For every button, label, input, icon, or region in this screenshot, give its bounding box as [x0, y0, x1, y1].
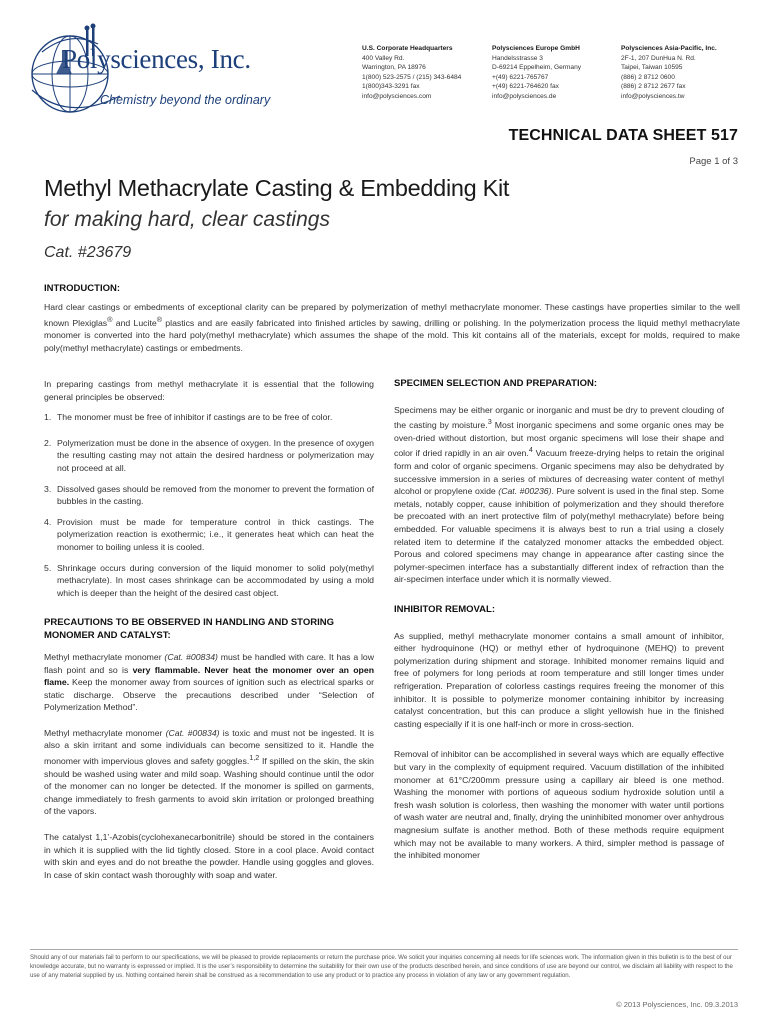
list-item: 1. The monomer must be free of inhibitor if castings are to be free of color.: [44, 412, 333, 423]
precaution-flammability: Methyl methacrylate monomer (Cat. #00834) must be handled with care. It has a low flash point and so is very flammable. Never heat the monomer over an open flame. Keep the monomer away from sources of ignition such as electrical sparks or static discharge. Observe the precautions described under “Selection of Polymerization Method”.: [44, 651, 375, 713]
office-line: 1(800)343-3291 fax: [362, 83, 420, 91]
footer-divider: [30, 949, 738, 950]
office-name: Polysciences Europe GmbH: [492, 45, 580, 52]
page-number: Page 1 of 3: [689, 156, 738, 167]
precaution-catalyst: The catalyst 1,1’-Azobis(cyclohexanecarbonitrile) should be stored in the containers in which it is supplied with the lid tightly closed. Store in a cool place. Avoid contact with skin and eyes and do not breathe the powder. Handle using goggles and gloves. In case of skin contact wash thoroughly with soap and water.: [44, 831, 374, 880]
office-line: Handelsstrasse 3: [492, 54, 543, 62]
office-asia-pacific: [621, 44, 717, 102]
office-email[interactable]: info@polysciences.com: [362, 92, 432, 100]
catalog-number: Cat. #23679: [44, 244, 132, 261]
inhibitor-text-2: Removal of inhibitor can be accomplished in several ways which are equally effective but vary in the complexity of equipment required. Vacuum distillation of the inhibited monomer at 61°C/200mm pressure using a capillary air bleed is one method. Washing the monomer with portions of aqueous sodium hydroxide solution until a fresh wash solution is colorless, then washing the monomer with water until portions of wash water are neutral and, finally, drying the uninhibited monomer over anhydrous magnesium sulfate is another method. Both of these methods require equipment which may not be available to many workers. A third, simpler method is passage of the inhibited monomer: [394, 749, 724, 861]
left-column: [44, 378, 374, 881]
office-europe: [492, 44, 581, 102]
precautions-heading: PRECAUTIONS TO BE OBSERVED IN HANDLING AND STORING MONOMER AND CATALYST:: [44, 617, 334, 642]
office-email[interactable]: info@polysciences.de: [492, 92, 557, 100]
right-column: [394, 378, 724, 862]
office-line: 1(800) 523-2575 / (215) 343-6484: [362, 73, 462, 81]
office-line: +(49) 6221-765767: [492, 73, 549, 81]
office-line: (886) 2 8712 2677 fax: [621, 83, 686, 91]
company-tagline: Chemistry beyond the ordinary: [100, 93, 271, 107]
list-item: 5. Shrinkage occurs during conversion of the liquid monomer to solid poly(methyl methacrylate). In most cases shrinkage can be accommodated by using a mold which is deeper than the height of the desired cast object.: [44, 562, 374, 598]
specimen-heading: SPECIMEN SELECTION AND PREPARATION:: [394, 378, 598, 389]
introduction-heading: INTRODUCTION:: [44, 283, 120, 294]
company-name: Polysciences, Inc.: [62, 44, 251, 74]
office-line: Warrington, PA 18976: [362, 64, 426, 72]
list-item: 2. Polymerization must be done in the absence of oxygen. In the presence of oxygen the resulting casting may not attain the desired hardness or polymerization may not proceed at all.: [44, 437, 374, 473]
office-line: +(49) 6221-764620 fax: [492, 83, 559, 91]
principles-intro: In preparing castings from methyl methacrylate it is essential that the following general principles be observed:: [44, 379, 374, 402]
office-line: 400 Valley Rd.: [362, 54, 405, 62]
office-email[interactable]: info@polysciences.tw: [621, 92, 685, 100]
footer-disclaimer: Should any of our materials fail to perform to our specifications, we will be pleased to provide replacements or return the purchase price. We solicit your inquiries concerning all needs for life sciences work. The information given in this bulletin is to the best of our knowledge accurate, but no warranty is expressed or implied. It is the user’s responsibility to determine the suitability for their own use of the products described herein, and since conditions of use are beyond our control, we disclaim all liability with respect to the use of any material supplied by us. Nothing contained herein shall be construed as a recommendation to use any product or to practice any process in violation of any law or any government regulation.: [30, 954, 733, 979]
list-item: 4. Provision must be made for temperature control in thick castings. The polymerization reaction is exothermic; i.e., it generates heat which can heat the monomer to boiling unless it is cooled.: [44, 516, 374, 552]
office-us: [362, 44, 461, 102]
page-title: Methyl Methacrylate Casting & Embedding Kit: [44, 175, 510, 201]
principles-list: [44, 411, 374, 599]
office-line: 2F-1, 207 DunHua N. Rd.: [621, 54, 696, 62]
sheet-label: TECHNICAL DATA SHEET 517: [508, 127, 738, 144]
office-name: Polysciences Asia-Pacific, Inc.: [621, 45, 717, 52]
page-subtitle: for making hard, clear castings: [44, 208, 330, 231]
office-name: U.S. Corporate Headquarters: [362, 45, 453, 52]
copyright: © 2013 Polysciences, Inc. 09.3.2013: [616, 1000, 738, 1009]
inhibitor-text-1: As supplied, methyl methacrylate monomer contains a small amount of inhibitor, either hydroquinone (HQ) or methyl ether of hydroquinone (MEHQ) to prevent polymerization during shipment and storage. Inhibited monomer remains liquid and free of polymers for long periods at room temperature and still longer times under refrigeration. Preparation of colorless castings requires freeing the monomer of this inhibitor. It is possible to polymerize monomer containing inhibitor by increasing catalyst concentration, but this can produce a slight yellowish hue in the finished casting especially if it is one half-inch or more in cross-section.: [394, 630, 724, 729]
introduction-text: Hard clear castings or embedments of exceptional clarity can be prepared by polymerization of methyl methacrylate monomer. These castings have properties similar to the well known Plexiglas® and Lucite® plastics and are easily fabricated into finished articles by sawing, drilling or polishing. In the polymerization process the liquid methyl methacrylate monomer is converted into the hard poly(methyl methacrylate) which assumes the shape of the mold. This kit contains all of the materials, except for molds, required to make poly(methyl methacrylate) castings or embedments.: [44, 302, 741, 353]
inhibitor-heading: INHIBITOR REMOVAL:: [394, 603, 495, 615]
office-line: Taipei, Taiwan 10595: [621, 64, 683, 72]
list-item: 3. Dissolved gases should be removed from the monomer to prevent the formation of bubbles in the casting.: [44, 483, 374, 507]
office-line: (886) 2 8712 0600: [621, 73, 675, 81]
precaution-toxicity: Methyl methacrylate monomer (Cat. #00834) is toxic and must not be ingested. It is also a skin irritant and some individuals can become sensitized to it. Handle the monomer with impervious gloves and safety goggles.$^{1,2}$ If spilled on the skin, the skin should be washed using water and mild soap. Washing should continue until the odor of the monomer can no longer be detected. If the monomer is spilled on garments, change immediately to fresh garments to avoid skin irritation or prolonged breathing of the vapors.: [44, 727, 375, 817]
office-line: D-69214 Eppelheim, Germany: [492, 64, 582, 72]
specimen-text: Specimens may be either organic or inorganic and must be dry to prevent clouding of the casting by moisture.$^3$ Most inorganic specimens and some organic ones may be oven-dried without distortion, but most organic specimens will lose their shape and color if dried rapidly in an air oven.$^4$ Vacuum freeze-drying helps to retain the original form and color of organic specimens. Organic specimens may also be dehydrated by successive immersion in a series of mixtures of decreasing water content of methyl alcohol or propylene oxide (Cat. #00236). Pure solvent is used in the final step. Some metals, notably copper, cause inhibition of polymerization and they should therefore be precoated with an inert protective film of poly(methyl methacrylate) before being embedded. For valuable specimens it is always best to run a trial using a closely related item to determine if the catalyzed monomer attacks the embedded object. Porous and colored specimens may change in appearance after casting since the polymer-specimen interface has a substantially different index of refraction than the air-specimen interface under which it is normally viewed.: [394, 404, 725, 585]
